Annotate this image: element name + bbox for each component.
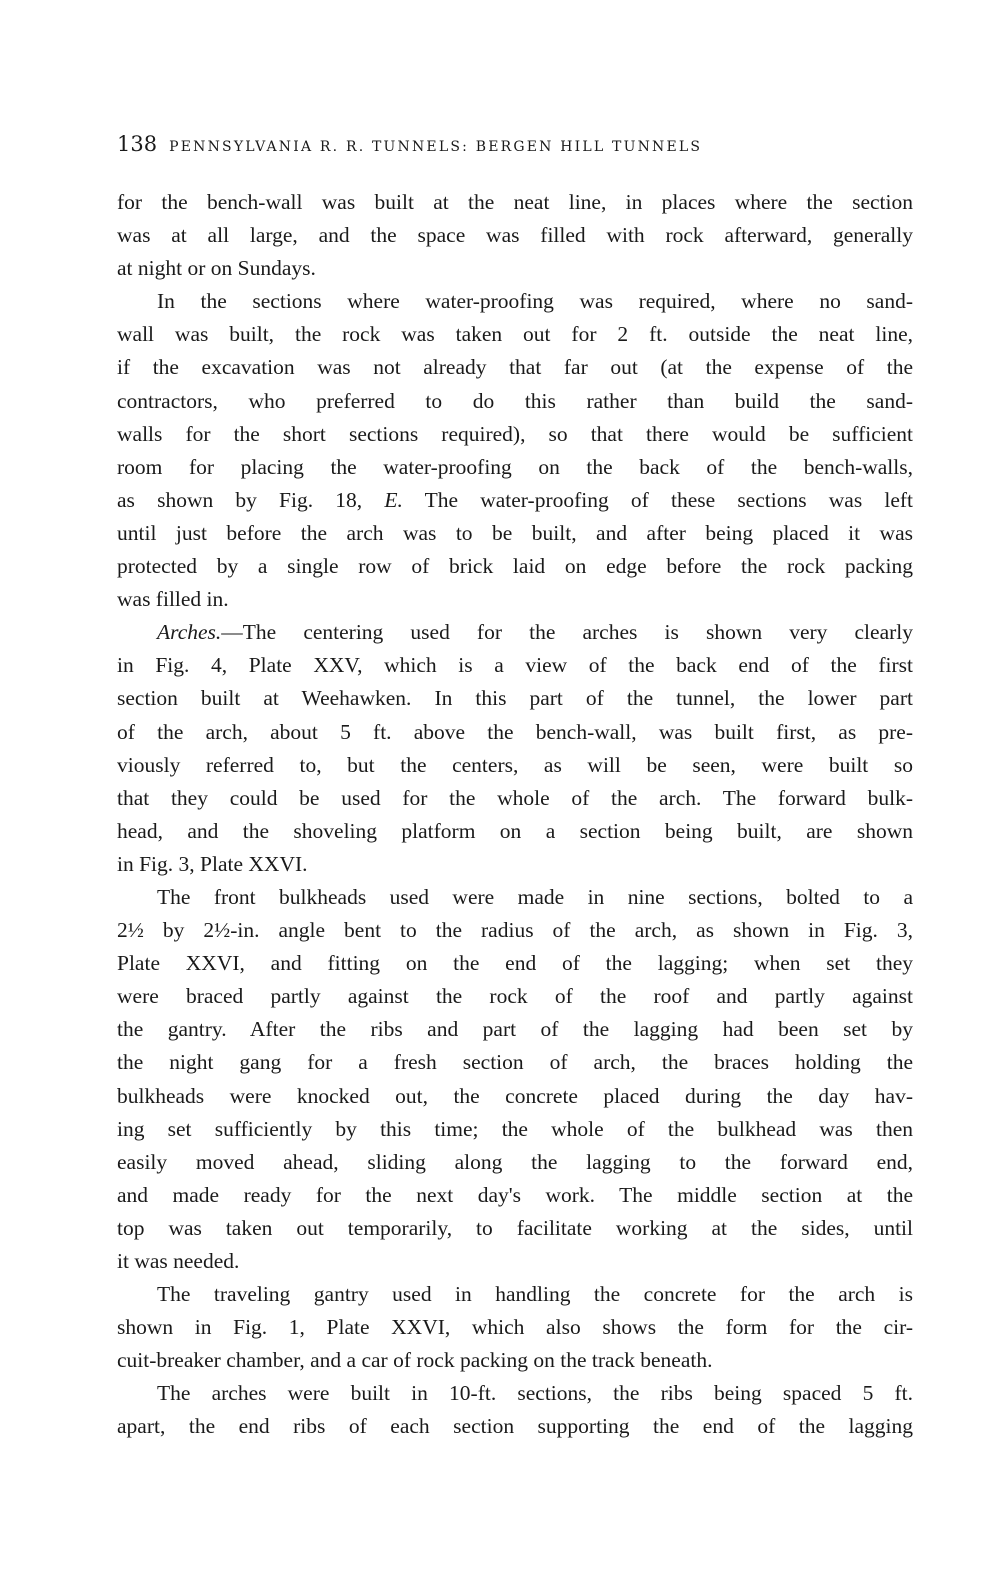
text-segment: —The centering used for the arches is shown very clearly (221, 620, 913, 645)
paragraph (117, 1377, 913, 1443)
text-line: apart, the end ribs of each section supporting the end of the lagging (117, 1414, 913, 1439)
text-line: at night or on Sundays. (117, 256, 316, 281)
text-line (117, 484, 913, 517)
text-line: easily moved ahead, sliding along the lagging to the forward end, (117, 1149, 913, 1174)
text-line: In the sections where water-proofing was required, where no sand- (157, 289, 913, 314)
text-line: viously referred to, but the centers, as will be seen, were built so (117, 752, 913, 777)
text-line: in Fig. 3, Plate XXVI. (117, 851, 308, 876)
running-title: PENNSYLVANIA R. R. TUNNELS: BERGEN HILL TUNNELS (169, 139, 703, 155)
text-line: if the excavation was not already that far out (at the expense of the (117, 355, 913, 380)
text-line: cuit-breaker chamber, and a car of rock packing on the track beneath. (117, 1348, 713, 1373)
text-segment: as shown by Fig. 18, (117, 487, 385, 512)
text-line: shown in Fig. 1, Plate XXVI, which also shows the form for the cir- (117, 1315, 913, 1340)
text-line: protected by a single row of brick laid on edge before the rock packing (117, 554, 913, 579)
text-line: Plate XXVI, and fitting on the end of the lagging; when set they (117, 951, 913, 976)
text-line: and made ready for the next day's work. The middle section at the (117, 1182, 913, 1207)
running-header (117, 132, 852, 156)
paragraph (117, 881, 913, 1278)
text-line: head, and the shoveling platform on a section being built, are shown (117, 818, 913, 843)
text-line: that they could be used for the whole of the arch. The forward bulk- (117, 785, 913, 810)
text-line: the night gang for a fresh section of arch, the braces holding the (117, 1050, 913, 1075)
text-line: in Fig. 4, Plate XXV, which is a view of the back end of the first (117, 653, 913, 678)
text-line: room for placing the water-proofing on the back of the bench-walls, (117, 454, 913, 479)
text-line: ing set sufficiently by this time; the whole of the bulkhead was then (117, 1116, 913, 1141)
text-line: until just before the arch was to be built, and after being placed it was (117, 520, 913, 545)
text-line: The traveling gantry used in handling the concrete for the arch is (157, 1282, 913, 1307)
text-line: wall was built, the rock was taken out for 2 ft. outside the neat line, (117, 322, 913, 347)
text-line: bulkheads were knocked out, the concrete placed during the day hav- (117, 1083, 913, 1108)
text-line: for the bench-wall was built at the neat line, in places where the section (117, 190, 913, 214)
text-line: were braced partly against the rock of the roof and partly against (117, 984, 913, 1009)
text-line: section built at Weehawken. In this part of the tunnel, the lower part (117, 686, 913, 711)
text-line: The arches were built in 10-ft. sections, the ribs being spaced 5 ft. (157, 1381, 913, 1406)
text-line: contractors, who preferred to do this rather than build the sand- (117, 388, 913, 413)
text-segment: The water-proofing of these sections was left (402, 487, 914, 512)
page-number: 138 (117, 132, 158, 156)
body-text (117, 186, 913, 1444)
paragraph (117, 1278, 913, 1377)
text-line: walls for the short sections required), so that there would be sufficient (117, 421, 913, 446)
paragraph (117, 285, 913, 616)
text-line: The front bulkheads used were made in nine sections, bolted to a (157, 884, 913, 909)
text-line: the gantry. After the ribs and part of the lagging had been set by (117, 1017, 913, 1042)
text-line: of the arch, about 5 ft. above the bench-wall, was built first, as pre- (117, 719, 913, 744)
text-line: was at all large, and the space was filled with rock afterward, generally (117, 223, 913, 248)
text-line: top was taken out temporarily, to facilitate working at the sides, until (117, 1215, 913, 1240)
paragraph (117, 186, 913, 285)
italic-text: E. (384, 487, 403, 512)
text-line: it was needed. (117, 1249, 240, 1273)
text-line: 2½ by 2½-in. angle bent to the radius of the arch, as shown in Fig. 3, (117, 918, 913, 943)
text-line (117, 616, 913, 649)
text-line: was filled in. (117, 587, 229, 612)
paragraph (117, 616, 913, 881)
italic-text: Arches. (157, 620, 222, 645)
